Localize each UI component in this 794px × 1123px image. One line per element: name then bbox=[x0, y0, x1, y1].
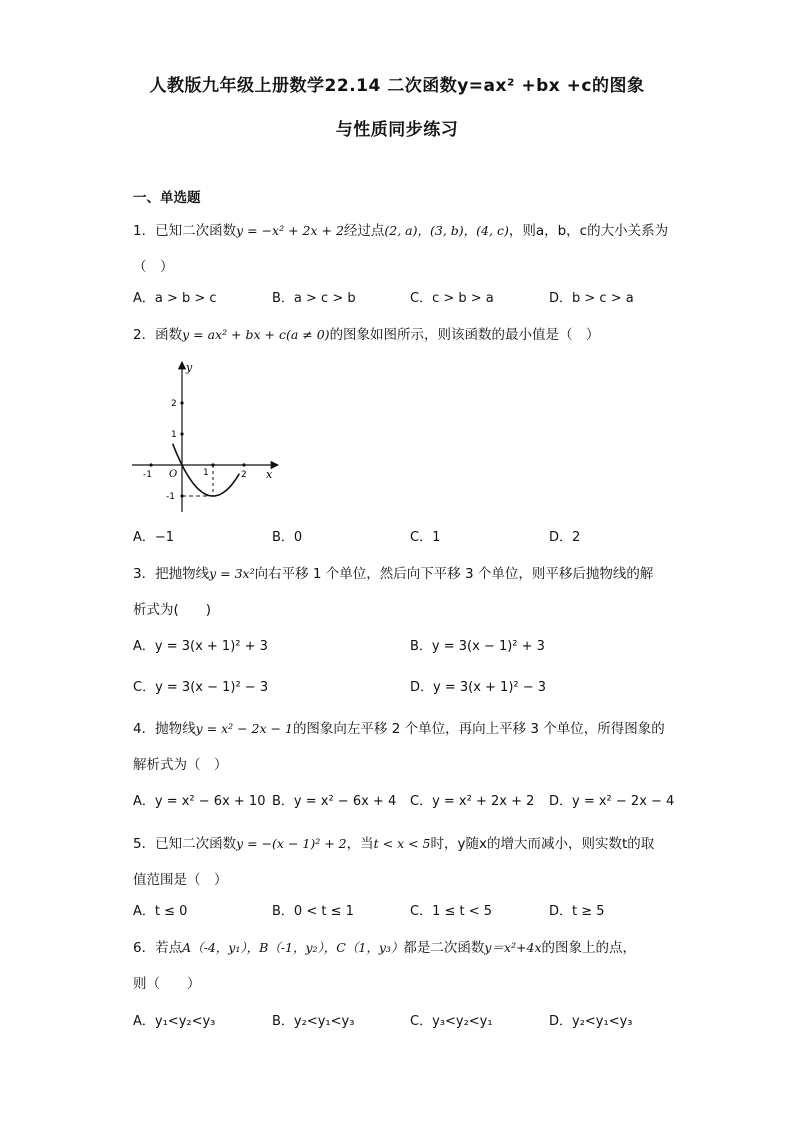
option-d[interactable]: D．y = 3(x + 1)² − 3 bbox=[410, 680, 547, 695]
function-expression: y = −(x − 1)² + 2 bbox=[236, 836, 347, 851]
question-5-stem-cont: 值范围是（ ） bbox=[133, 872, 228, 888]
y-tick-mark bbox=[180, 494, 183, 497]
function-expression: y＝x²+4x bbox=[484, 940, 542, 955]
x-tick-label-neg1: -1 bbox=[143, 470, 152, 480]
option-c[interactable]: C．y₃<y₂<y₁ bbox=[410, 1014, 493, 1029]
option-d[interactable]: D．t ≥ 5 bbox=[549, 904, 605, 919]
question-5-stem: 5．已知二次函数y = −(x − 1)² + 2，当t < x < 5时，y随x的增大而减小，则实数t的取 bbox=[133, 836, 655, 852]
option-a[interactable]: A．−1 bbox=[133, 530, 175, 545]
option-b[interactable]: B．a > c > b bbox=[272, 291, 356, 306]
origin-label: O bbox=[169, 469, 178, 480]
y-tick-label-1: 1 bbox=[171, 430, 177, 440]
option-c[interactable]: C．y = 3(x − 1)² − 3 bbox=[133, 680, 269, 695]
x-tick-label-2: 2 bbox=[241, 470, 247, 480]
option-c[interactable]: C．1 bbox=[410, 530, 441, 545]
y-tick-label-2: 2 bbox=[171, 399, 177, 409]
y-tick-mark bbox=[180, 401, 183, 404]
question-6-stem: 6．若点A（-4，y₁），B（-1，y₂），C（1，y₃）都是二次函数y＝x²+4x的图象上的点， bbox=[133, 940, 637, 956]
option-a[interactable]: A．y = x² − 6x + 10 bbox=[133, 794, 266, 809]
x-tick-mark bbox=[211, 463, 214, 466]
x-tick-mark bbox=[149, 463, 152, 466]
condition-expression: t < x < 5 bbox=[373, 836, 431, 851]
option-a[interactable]: A．y = 3(x + 1)² + 3 bbox=[133, 639, 268, 654]
option-b[interactable]: B．y₂<y₁<y₃ bbox=[272, 1014, 355, 1029]
question-1-stem: 1．已知二次函数y = −x² + 2x + 2经过点(2, a)，(3, b)，(4, c)，则a，b，c的大小关系为 bbox=[133, 223, 669, 239]
question-4-stem: 4．抛物线y = x² − 2x − 1的图象向左平移 2 个单位，再向上平移 3 个单位，所得图象的 bbox=[133, 721, 665, 737]
option-a[interactable]: A．a > b > c bbox=[133, 291, 217, 306]
option-c[interactable]: C．c > b > a bbox=[410, 291, 494, 306]
parabola-graph bbox=[128, 356, 288, 516]
option-d[interactable]: D．y₂<y₁<y₃ bbox=[549, 1014, 633, 1029]
option-a[interactable]: A．y₁<y₂<y₃ bbox=[133, 1014, 216, 1029]
section-heading: 一、单选题 bbox=[133, 190, 201, 206]
question-2-stem: 2．函数y = ax² + bx + c(a ≠ 0)的图象如图所示，则该函数的最小值是（ ） bbox=[133, 327, 600, 343]
page-title-line-1: 人教版九年级上册数学22.14 二次函数y=ax² +bx +c的图象 bbox=[149, 76, 645, 96]
option-b[interactable]: B．y = 3(x − 1)² + 3 bbox=[410, 639, 545, 654]
x-tick-mark bbox=[242, 463, 245, 466]
function-expression: y = x² − 2x − 1 bbox=[195, 721, 293, 736]
option-d[interactable]: D．y = x² − 2x − 4 bbox=[549, 794, 675, 809]
option-a[interactable]: A．t ≤ 0 bbox=[133, 904, 188, 919]
question-3-stem: 3．把抛物线y = 3x²向右平移 1 个单位，然后向下平移 3 个单位，则平移后抛物线的解 bbox=[133, 566, 654, 582]
question-4-stem-cont: 解析式为（ ） bbox=[133, 757, 228, 773]
option-d[interactable]: D．b > c > a bbox=[549, 291, 634, 306]
question-3-stem-cont: 析式为( ) bbox=[133, 602, 212, 618]
point-list: A（-4，y₁），B（-1，y₂），C（1，y₃） bbox=[182, 940, 404, 955]
x-tick-label-1: 1 bbox=[203, 468, 209, 478]
option-c[interactable]: C．1 ≤ t < 5 bbox=[410, 904, 493, 919]
x-axis-label: x bbox=[266, 468, 273, 481]
option-b[interactable]: B．y = x² − 6x + 4 bbox=[272, 794, 397, 809]
point-list: (2, a)，(3, b)，(4, c) bbox=[384, 223, 509, 238]
question-6-stem-cont: 则（ ） bbox=[133, 976, 201, 992]
option-d[interactable]: D．2 bbox=[549, 530, 581, 545]
option-b[interactable]: B．0 < t ≤ 1 bbox=[272, 904, 354, 919]
function-expression: y = 3x² bbox=[209, 566, 255, 581]
y-tick-label-neg1: -1 bbox=[166, 492, 175, 502]
page-title-line-2: 与性质同步练习 bbox=[335, 120, 459, 140]
y-axis-label: y bbox=[186, 361, 193, 374]
question-1-stem-cont: （ ） bbox=[133, 259, 174, 275]
y-tick-mark bbox=[180, 432, 183, 435]
function-expression: y = −x² + 2x + 2 bbox=[236, 223, 344, 238]
option-c[interactable]: C．y = x² + 2x + 2 bbox=[410, 794, 535, 809]
option-b[interactable]: B．0 bbox=[272, 530, 303, 545]
function-expression: y = ax² + bx + c(a ≠ 0) bbox=[182, 327, 330, 342]
